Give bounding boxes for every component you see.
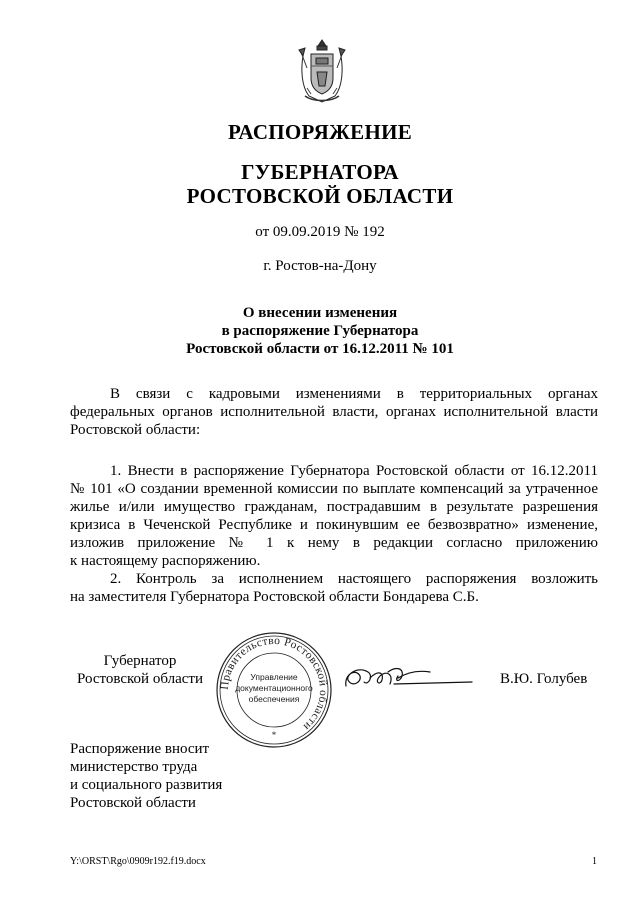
text-line: Ростовской области: [70,422,201,438]
issuer-title-line2: РОСТОВСКОЙ ОБЛАСТИ [186,184,454,208]
date-number: от 09.09.2019 № 192 [255,224,385,240]
stamp-ring-text: Правительство Ростовской области [218,634,330,733]
svg-text:*: * [271,730,277,740]
item-2-paragraph [70,570,598,606]
stamp-inner-line: Управление [250,672,298,682]
issuer-title-line1: ГУБЕРНАТОРА [241,160,399,184]
subject-heading [0,304,640,358]
signatory-position [70,652,210,688]
text-line: кризиса в Чеченской Республике и покинувшим ее безвозвратно» изменение, [70,517,598,533]
handwritten-signature [338,660,478,694]
city: г. Ростов-на-Дону [263,258,377,274]
stamp-inner-line: документационного [235,683,313,693]
coat-of-arms-icon [297,38,347,106]
text-line: изложив приложение № 1 к нему в редакции согласно приложению [70,535,598,551]
subject-line: О внесении изменения [242,305,398,321]
page-number: 1 [592,856,597,867]
text-line: 1. Внести в распоряжение Губернатора Ростовской области от 16.12.2011 [110,463,598,479]
introduced-by-line: Распоряжение вносит [70,741,210,757]
text-line: 2. Контроль за исполнением настоящего распоряжения возложить [110,571,598,587]
preamble-paragraph [70,385,598,439]
subject-line: в распоряжение Губернатора [221,323,419,339]
text-line: федеральных органов исполнительной власти, органах исполнительной власти [70,404,598,420]
text-line: к настоящему распоряжению. [70,553,261,569]
text-line: № 101 «О создании временной комиссии по выплате компенсаций за утраченное [70,481,598,497]
text-line: жилье и/или имущество гражданам, пострадавшим в результате разрешения [70,499,598,515]
item-1-paragraph [70,462,598,570]
introduced-by-line: Ростовской области [70,795,196,811]
document-type-title: РАСПОРЯЖЕНИЕ [227,120,413,144]
signatory-name: В.Ю. Голубев [500,671,588,687]
footer-file-path: Y:\ORST\Rgo\0909r192.f19.docx [70,856,206,867]
position-line: Губернатор [103,653,177,669]
position-line: Ростовской области [77,671,203,687]
subject-line: Ростовской области от 16.12.2011 № 101 [186,341,454,357]
text-line: В связи с кадровыми изменениями в территориальных органах [110,386,598,402]
official-stamp [214,630,334,750]
introduced-by-line: и социального развития [70,777,223,793]
introduced-by-line: министерство труда [70,759,198,775]
introduced-by-block [70,740,222,812]
stamp-inner-line: обеспечения [248,694,300,704]
text-line: на заместителя Губернатора Ростовской области Бондарева С.Б. [70,589,479,605]
